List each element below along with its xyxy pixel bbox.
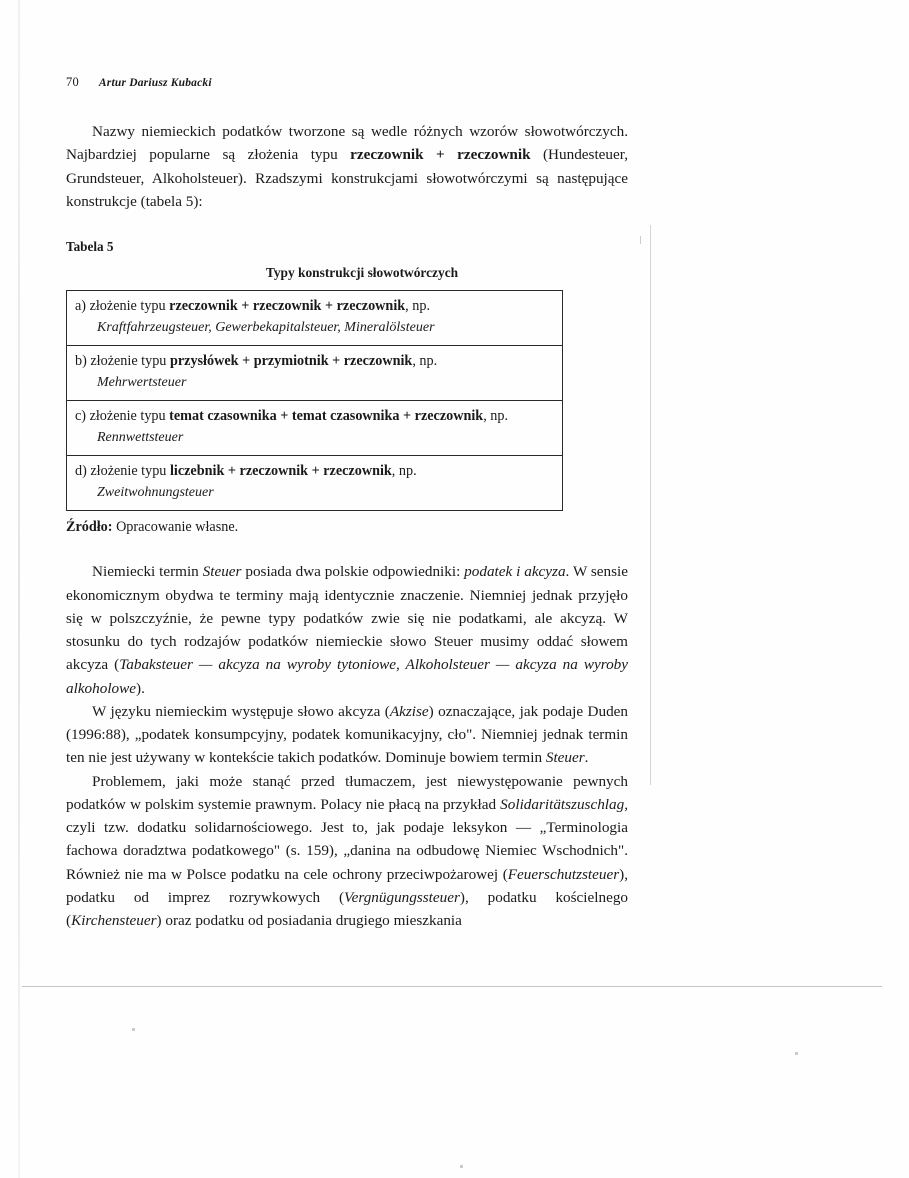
table-source-text: Opracowanie własne. (112, 519, 239, 536)
paragraph-akzise (66, 700, 628, 770)
paragraph-intro (66, 120, 628, 213)
table-row-examples: Rennwettsteuer (97, 430, 184, 446)
para3-term-akzise: Akzise (389, 702, 429, 720)
para3-term-steuer: Steuer (545, 749, 585, 767)
table-row-prefix: d) złożenie typu (75, 463, 170, 480)
para2-d: ). (136, 679, 145, 697)
para4-c: ), podatku od imprez rozrywkowych ( (66, 865, 628, 906)
para4-d: ), podatku kościelnego ( (66, 888, 629, 929)
table-row-heading (75, 297, 554, 316)
table-row-prefix: a) złożenie typu (75, 298, 170, 314)
table-source (66, 519, 628, 536)
page-content (66, 75, 628, 932)
scan-speck (640, 236, 641, 244)
table-title: Typy konstrukcji słowotwórczych (265, 265, 459, 280)
running-header (66, 75, 628, 90)
para2-term-podatek-akcyza: podatek i akcyza (464, 563, 566, 581)
para3-b: ) oznaczające, jak podaje Duden (1996:88), „podatek konsumpcyjny, podatek komunikacyjny, cło". Niemniej jednak termin ten nie jest używany w kontekście takich podatków. Dominuje bowiem termin (66, 702, 628, 767)
table-row-prefix: b) złożenie typu (75, 353, 170, 370)
table-row (67, 401, 562, 456)
para2-c: . W sensie ekonomicznym obydwa te terminy mają identycznie znaczenie. Niemniej jednak przyjęło się w polszczyźnie, że pewne typy podatków zwie się nie podatkami, ale akcyzą. W stosunku do tych rodzajów podatków niemieckie słowo Steuer musimy oddać słowem akcyza ( (66, 563, 628, 674)
para4-b: , czyli tzw. dodatku solidarnościowego. Jest to, jak podaje leksykon — „Terminologia fachowa doradztwa podatkowego" (s. 159), „danina na odbudowę Niemiec Wschodnich". Również nie ma w Polsce podatku na cele ochrony przeciwpożarowej ( (66, 795, 628, 883)
table-row (67, 291, 562, 346)
table-row-suffix: , np. (412, 353, 438, 370)
para4-term-feuerschutzsteuer: Feuerschutzsteuer (507, 865, 620, 883)
para2-examples: Tabaksteuer — akcyza na wyroby tytoniowe, Alkoholsteuer — akcyza na wyroby alkoholowe (66, 656, 628, 697)
para3-c: . (584, 749, 589, 767)
para4-e: ) oraz podatku od posiadania drugiego mieszkania (156, 912, 462, 929)
table-label: Tabela 5 (66, 239, 114, 254)
scan-horizontal-rule-artifact (22, 986, 882, 987)
para4-term-kirchensteuer: Kirchensteuer (71, 912, 157, 929)
scan-speck (795, 1052, 798, 1055)
table-row-suffix: , np. (483, 408, 509, 425)
para2-a: Niemiecki termin (92, 563, 203, 581)
table-row-suffix: , np. (405, 298, 430, 314)
scan-speck (460, 1165, 463, 1168)
page-number: 70 (66, 75, 79, 89)
table-row-examples: Kraftfahrzeugsteuer, Gewerbekapitalsteuer, Mineralölsteuer (97, 320, 435, 336)
table-row (67, 456, 562, 510)
para3-a: W języku niemieckim występuje słowo akcyza ( (92, 702, 390, 720)
constructions-table (66, 290, 563, 511)
paragraph-problem (66, 770, 628, 933)
table-row-bold: temat czasownika + temat czasownika + rzeczownik (169, 408, 484, 425)
table-row-heading (75, 462, 554, 481)
table-row-heading (75, 407, 554, 426)
table-row-examples: Zweitwohnungsteuer (97, 485, 214, 501)
table-row-bold: liczebnik + rzeczownik + rzeczownik (169, 463, 392, 480)
table-source-label: Źródło: (66, 519, 113, 536)
scan-vertical-line-artifact (650, 225, 651, 785)
para4-term-solidaritatszuschlag: Solidaritätszuschlag (500, 795, 625, 813)
paragraph-steuer (66, 560, 628, 700)
table-row-bold: rzeczownik + rzeczownik + rzeczownik (169, 298, 406, 314)
para4-a: Problemem, jaki może stanąć przed tłumaczem, jest niewystępowanie pewnych podatków w polskim systemie prawnym. Polacy nie płacą na przykład (66, 772, 628, 813)
table-row-heading (75, 352, 554, 371)
table-row-suffix: , np. (391, 463, 417, 480)
body-paragraphs (66, 560, 628, 932)
para2-term-steuer: Steuer (202, 563, 242, 581)
table-row (67, 346, 562, 401)
table-row-bold: przysłówek + przymiotnik + rzeczownik (169, 353, 413, 370)
para2-b: posiada dwa polskie odpowiedniki: (241, 563, 465, 581)
running-head-author: Artur Dariusz Kubacki (98, 77, 212, 89)
table-row-prefix: c) złożenie typu (75, 408, 170, 425)
paragraph-intro-bold: rzeczownik + rzeczownik (350, 146, 531, 164)
scan-speck (132, 1028, 135, 1031)
paragraph-intro-part2: (Hundesteuer, Grundsteuer, Alkoholsteuer). Rzadszymi konstrukcjami słowotwórczymi są następujące konstrukcje (tabela 5): (66, 146, 629, 210)
paragraph-intro-part1: Nazwy niemieckich podatków tworzone są wedle różnych wzorów słowotwórczych. Najbardziej popularne są złożenia typu (66, 123, 628, 164)
table-row-examples: Mehrwertsteuer (97, 375, 187, 391)
para4-term-vergnugungssteuer: Vergnügungssteuer (344, 888, 460, 906)
scan-edge-artifact (18, 0, 20, 1178)
